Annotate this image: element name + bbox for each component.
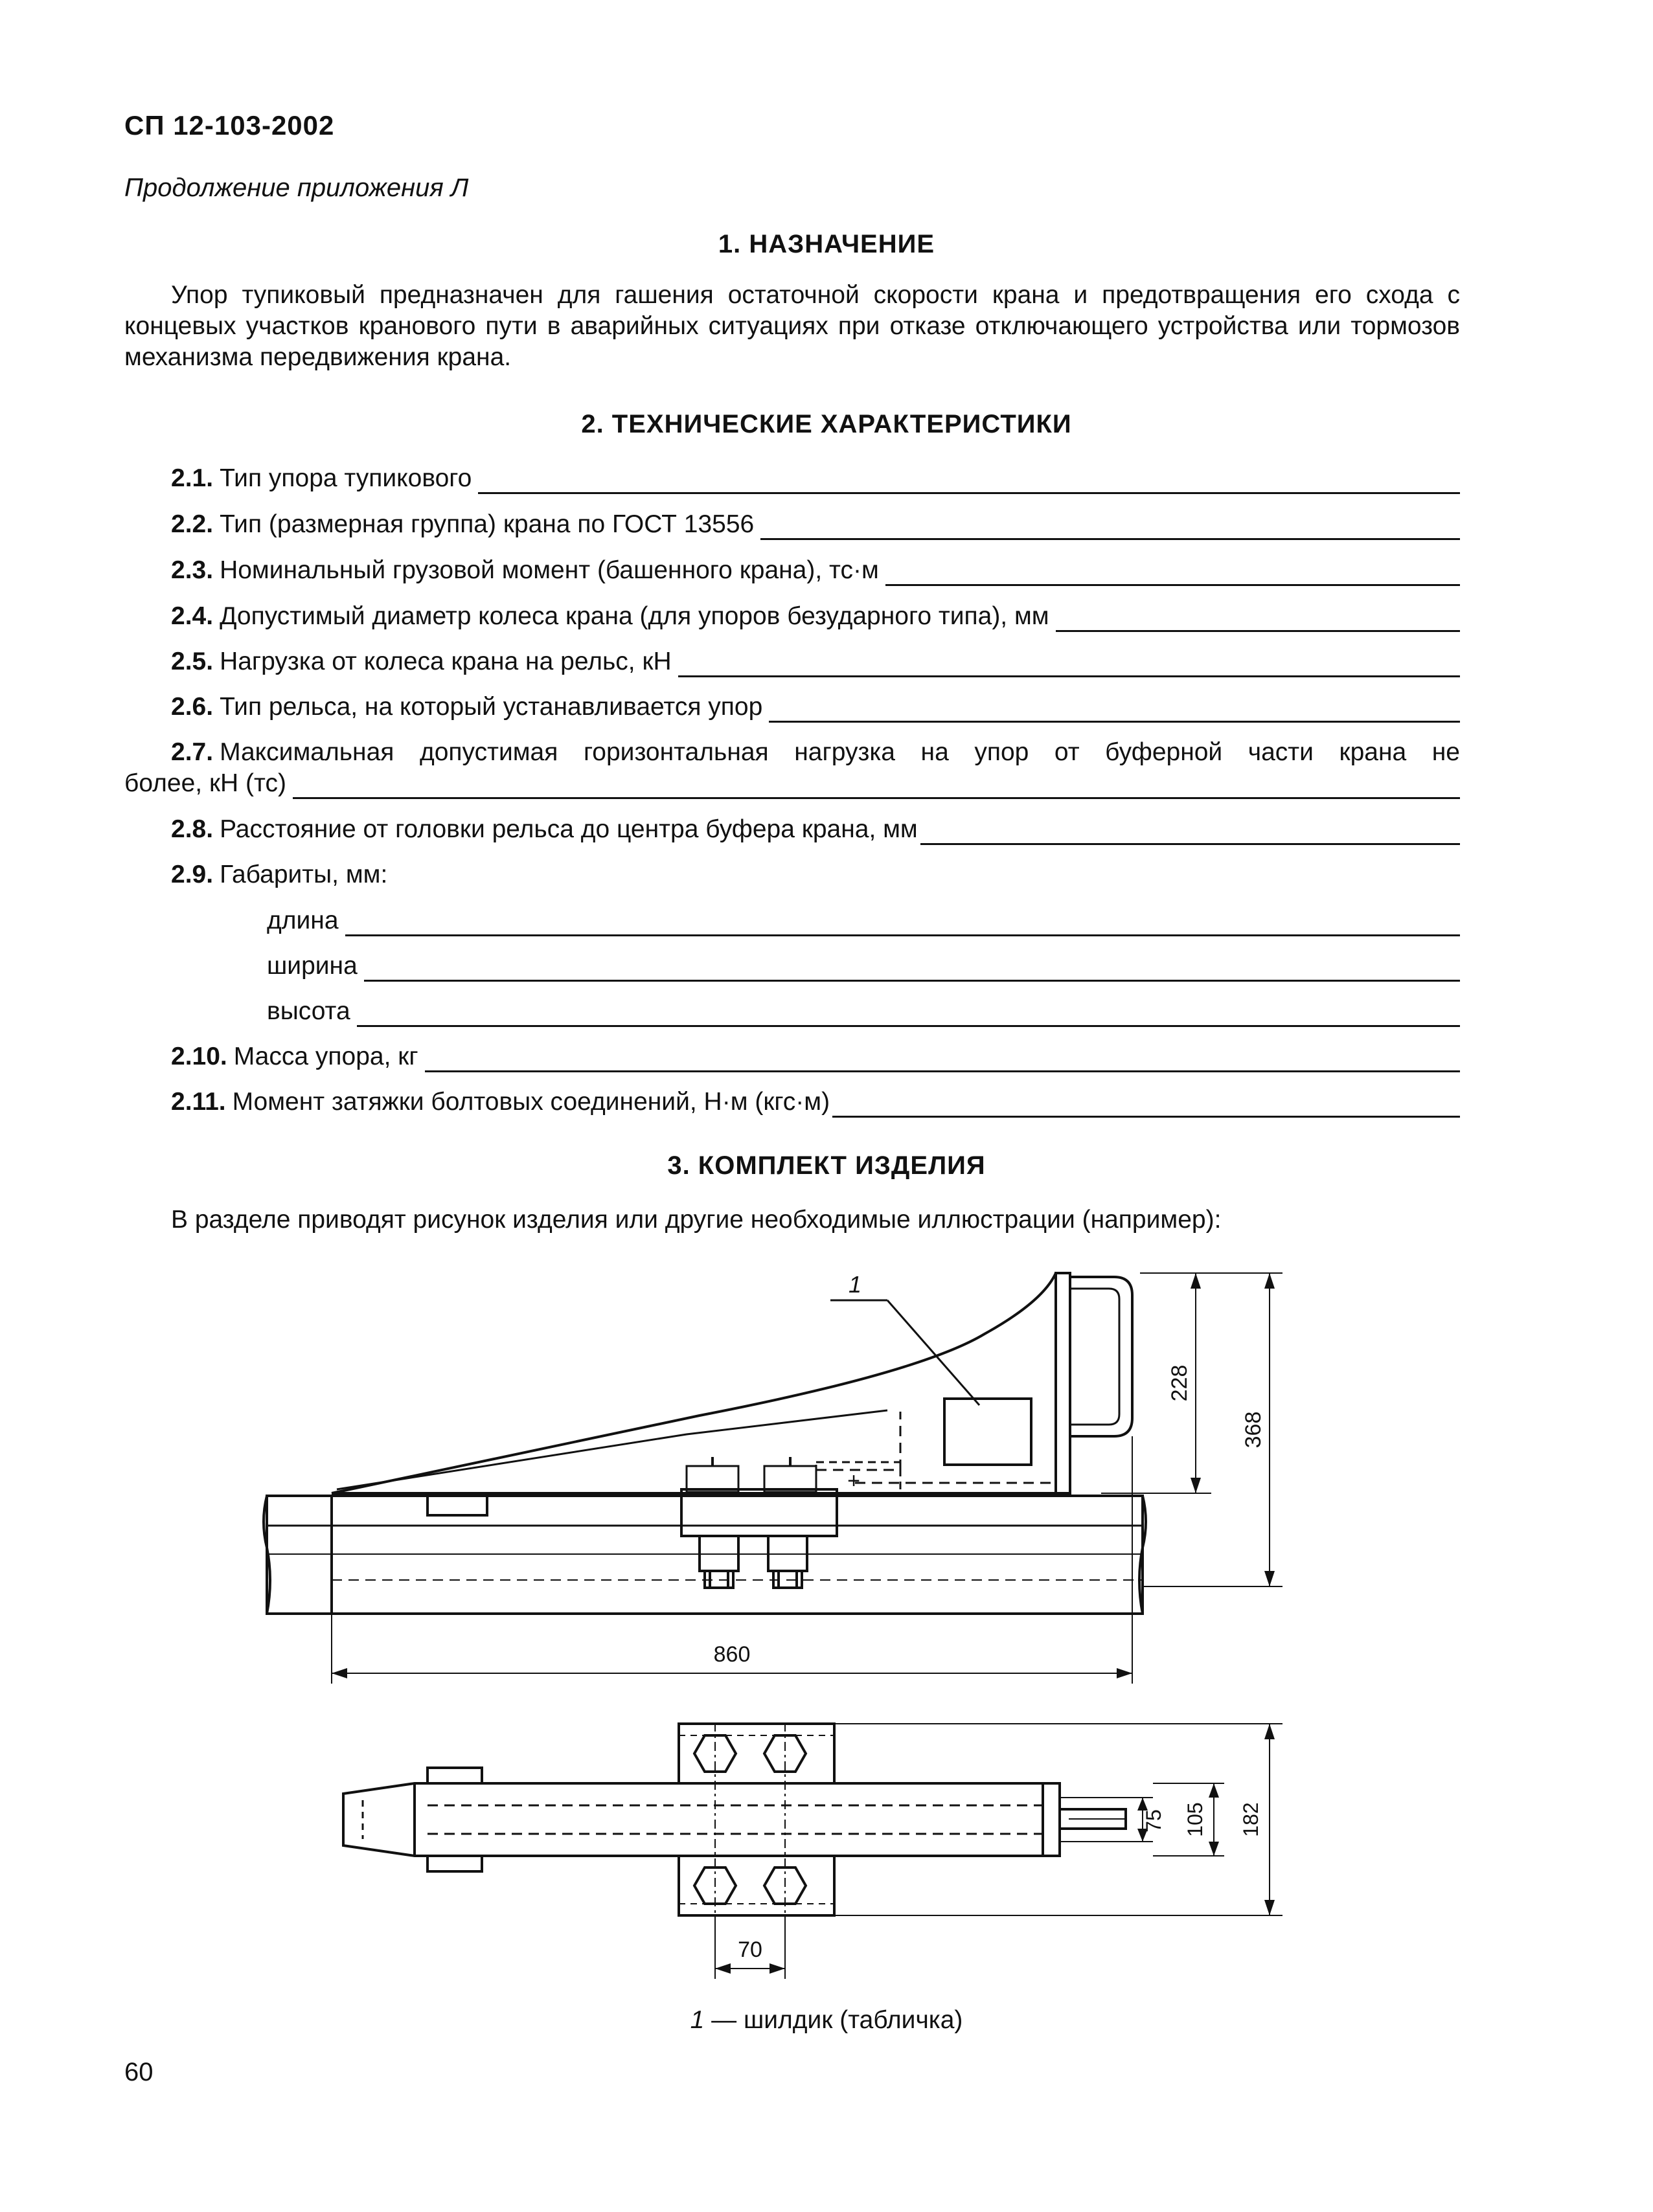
section-1-title: 1. НАЗНАЧЕНИЕ	[718, 230, 935, 258]
plan-lug-top	[428, 1768, 482, 1783]
side-view	[264, 1271, 1282, 1684]
field-number: 2.11.	[171, 1088, 226, 1116]
dim-860-label: 860	[713, 1642, 751, 1667]
section-1-text: Упор тупиковый предназначен для гашения остаточной скорости крана и предотвращения его схода с концевых участков кранового пути в аварийных ситуациях при отказе отключающего устройства или тормозов механизма передвижения крана.	[124, 281, 1460, 371]
field-label-continued: более, кН (тс)	[124, 769, 286, 797]
dim-70-label: 70	[738, 1937, 762, 1962]
buffer-outer	[1070, 1277, 1132, 1436]
page-number: 60	[124, 2058, 154, 2086]
field-label: Максимальная допустимая горизонтальная нагрузка на упор от буферной части крана не	[220, 738, 1460, 766]
callout-number: 1	[849, 1271, 862, 1298]
dim-228-label: 228	[1167, 1364, 1192, 1402]
field-label: длина	[267, 907, 339, 934]
field-number: 2.1.	[171, 464, 214, 492]
ramp-top-surface	[332, 1273, 1056, 1493]
plan-lug-bottom	[428, 1856, 482, 1871]
plan-beam	[343, 1783, 1060, 1856]
caption-number: 1	[690, 2006, 705, 2034]
section-3-title: 3. КОМПЛЕКТ ИЗДЕЛИЯ	[667, 1151, 986, 1180]
document-code: СП 12-103-2002	[124, 110, 335, 141]
field-label: Тип (размерная группа) крана по ГОСТ 13556	[220, 510, 755, 538]
field-number: 2.10.	[171, 1043, 227, 1070]
dim-368-label: 368	[1241, 1411, 1266, 1449]
plan-view	[343, 1722, 1282, 1979]
clamp-bottom	[679, 1856, 834, 1915]
field-number: 2.4.	[171, 602, 214, 630]
dim-105-label: 105	[1183, 1802, 1207, 1837]
field-label: Масса упора, кг	[233, 1043, 418, 1070]
field-number: 2.5.	[171, 648, 214, 675]
field-label: Момент затяжки болтовых соединений, Н·м (кгс·м)	[232, 1088, 830, 1116]
field-number: 2.2.	[171, 510, 214, 538]
ramp-inner-line	[337, 1410, 887, 1489]
field-label: Номинальный грузовой момент (башенного крана), тс·м	[220, 556, 879, 584]
field-label: ширина	[267, 952, 358, 980]
field-number: 2.3.	[171, 556, 214, 584]
clamp-top	[679, 1724, 834, 1783]
field-label: Габариты, мм:	[220, 861, 388, 888]
field-number: 2.9.	[171, 861, 214, 888]
section-3-text: В разделе приводят рисунок изделия или другие необходимые иллюстрации (например):	[171, 1206, 1222, 1234]
tower-plate	[1056, 1273, 1070, 1493]
field-number: 2.7.	[171, 738, 214, 766]
field-label: Допустимый диаметр колеса крана (для упоров безударного типа), мм	[220, 602, 1049, 630]
nameplate	[944, 1399, 1031, 1465]
field-label: Тип рельса, на который устанавливается упор	[220, 693, 763, 721]
field-label: Нагрузка от колеса крана на рельс, кН	[220, 648, 672, 675]
field-number: 2.6.	[171, 693, 214, 721]
field-label: высота	[267, 997, 350, 1025]
caption-text: — шилдик (табличка)	[704, 2006, 963, 2034]
field-number: 2.8.	[171, 815, 214, 843]
field-label: Расстояние от головки рельса до центра буфера крана, мм	[220, 815, 918, 843]
plan-buffer-plate	[1043, 1783, 1060, 1856]
dim-75-label: 75	[1142, 1809, 1165, 1833]
center-mark: +	[847, 1469, 860, 1493]
callout-leader	[887, 1300, 979, 1405]
appendix-subtitle: Продолжение приложения Л	[124, 174, 469, 202]
figure-caption	[0, 2006, 1653, 2035]
field-label: Тип упора тупикового	[220, 464, 472, 492]
buffer-inner	[1070, 1289, 1119, 1425]
dim-182-label: 182	[1239, 1802, 1262, 1837]
section-2-title: 2. ТЕХНИЧЕСКИЕ ХАРАКТЕРИСТИКИ	[581, 410, 1072, 438]
